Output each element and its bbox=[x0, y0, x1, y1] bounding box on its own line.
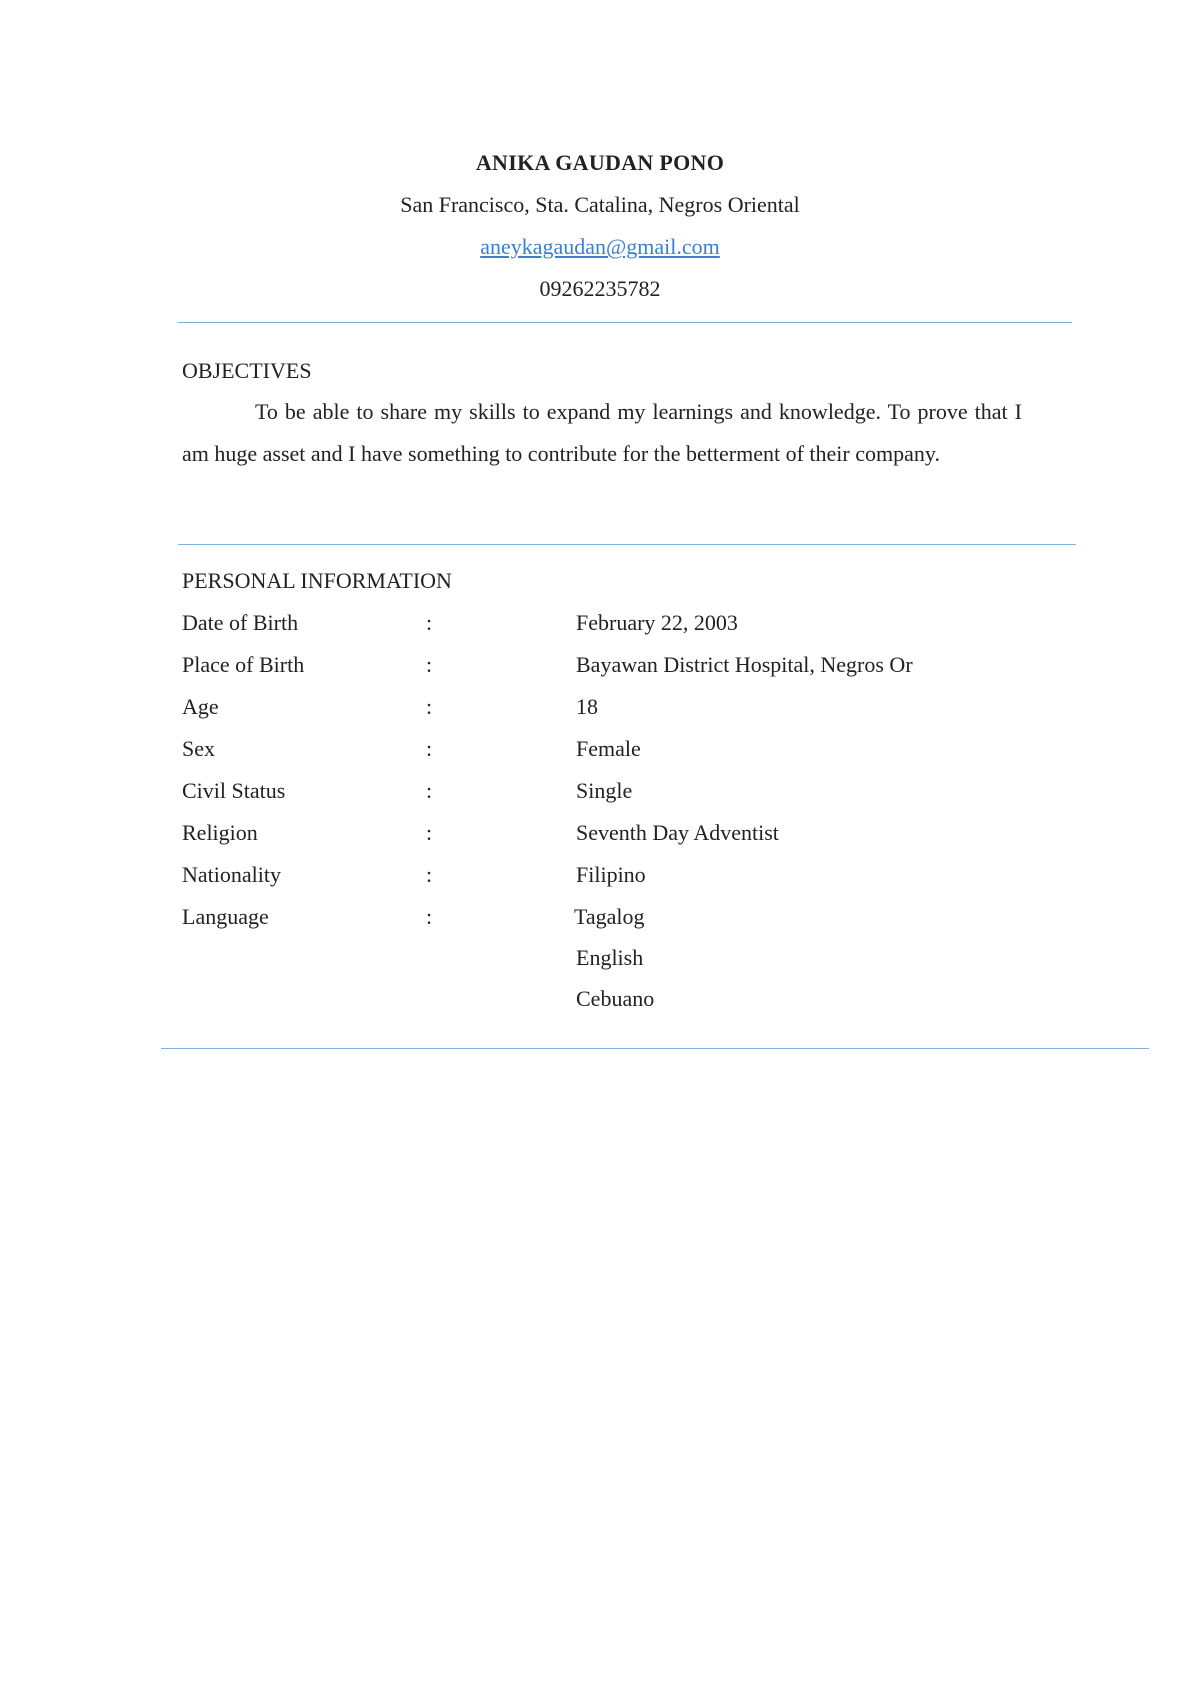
info-value: Bayawan District Hospital, Negros Or bbox=[576, 652, 913, 677]
info-row-language bbox=[182, 896, 1002, 938]
info-value: English bbox=[576, 945, 644, 970]
info-row-civil-status bbox=[182, 770, 1002, 812]
info-label: Language bbox=[182, 904, 269, 929]
info-separator: : bbox=[426, 652, 433, 677]
info-row-age bbox=[182, 686, 1002, 728]
info-label: Age bbox=[182, 694, 219, 719]
info-row-language-extra bbox=[182, 937, 1002, 979]
objectives-title: OBJECTIVES bbox=[182, 358, 312, 383]
objectives-text: To be able to share my skills to expand my learnings and knowledge. To prove that I am huge asset and I have something to contribute for the betterment of their company. bbox=[182, 399, 1022, 466]
resume-header bbox=[0, 142, 1200, 310]
info-separator: : bbox=[426, 904, 433, 929]
applicant-name: ANIKA GAUDAN PONO bbox=[475, 150, 725, 175]
phone-number: 09262235782 bbox=[539, 276, 661, 301]
info-label: Date of Birth bbox=[182, 610, 299, 635]
info-row-date-of-birth bbox=[182, 602, 1002, 644]
info-label: Nationality bbox=[182, 862, 281, 887]
address: San Francisco, Sta. Catalina, Negros Oriental bbox=[400, 192, 800, 217]
info-label: Religion bbox=[182, 820, 258, 845]
info-row-language-extra bbox=[182, 978, 1002, 1020]
personal-info-title: PERSONAL INFORMATION bbox=[182, 568, 452, 593]
info-value: 18 bbox=[576, 694, 598, 719]
info-separator: : bbox=[426, 820, 433, 845]
info-separator: : bbox=[426, 610, 433, 635]
info-separator: : bbox=[426, 694, 433, 719]
info-separator: : bbox=[426, 778, 433, 803]
info-label: Civil Status bbox=[182, 778, 286, 803]
info-value: Seventh Day Adventist bbox=[576, 820, 779, 845]
divider-personal-info bbox=[161, 1048, 1149, 1049]
email-link[interactable]: aneykagaudan@gmail.com bbox=[480, 234, 720, 259]
info-value: Tagalog bbox=[574, 904, 645, 929]
info-value: Female bbox=[576, 736, 641, 761]
info-row-sex bbox=[182, 728, 1002, 770]
info-row-nationality bbox=[182, 854, 1002, 896]
divider-objectives bbox=[178, 544, 1076, 545]
info-value: Cebuano bbox=[576, 986, 655, 1011]
info-separator: : bbox=[426, 736, 433, 761]
info-row-place-of-birth bbox=[182, 644, 1002, 686]
info-value: February 22, 2003 bbox=[576, 610, 738, 635]
info-row-religion bbox=[182, 812, 1002, 854]
divider-header bbox=[178, 322, 1072, 323]
info-label: Place of Birth bbox=[182, 652, 305, 677]
info-value: Single bbox=[576, 778, 633, 803]
info-label: Sex bbox=[182, 736, 215, 761]
info-separator: : bbox=[426, 862, 433, 887]
info-value: Filipino bbox=[576, 862, 646, 887]
